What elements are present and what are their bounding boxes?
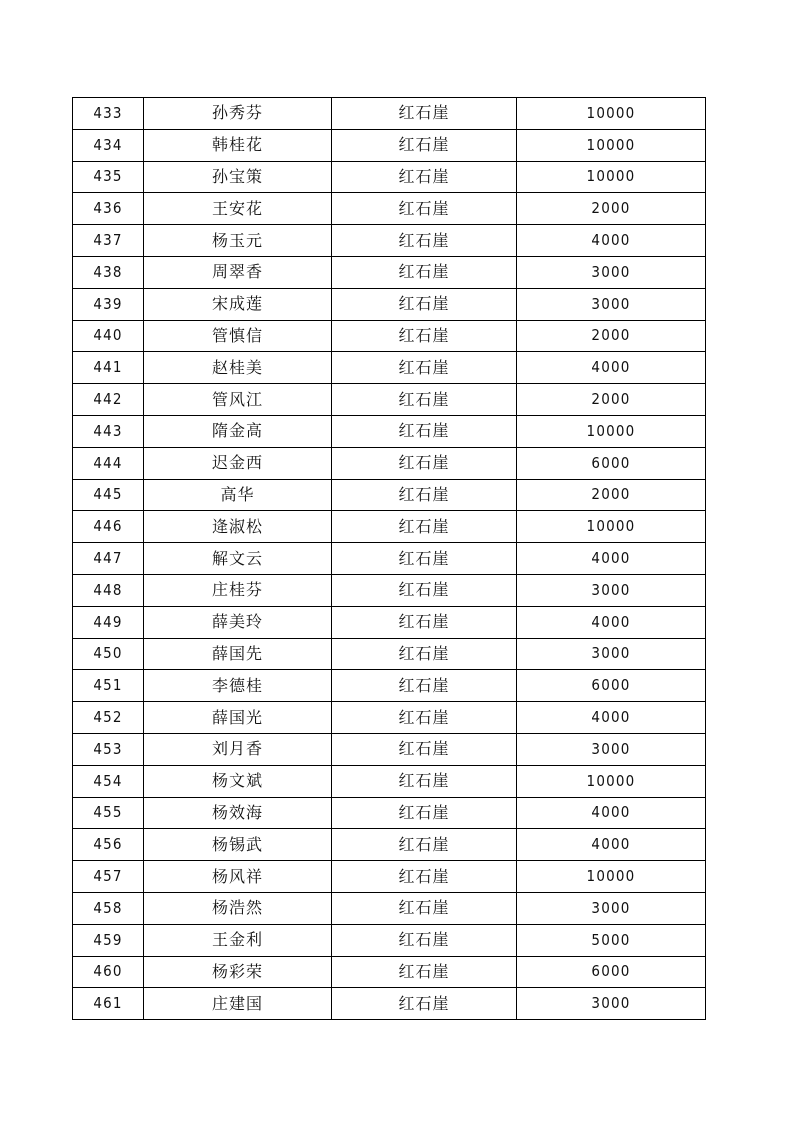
village-cell: 红石崖: [332, 384, 517, 416]
name-cell: 薛国先: [144, 638, 332, 670]
name-cell: 孙秀芬: [144, 98, 332, 130]
table-row: [73, 606, 706, 638]
amount-cell: 3000: [517, 733, 706, 765]
amount-cell: 2000: [517, 193, 706, 225]
table-row: [73, 193, 706, 225]
table-row: [73, 797, 706, 829]
amount-cell: 6000: [517, 956, 706, 988]
table-row: [73, 574, 706, 606]
row-number-cell: 455: [73, 797, 144, 829]
row-number-cell: 438: [73, 256, 144, 288]
amount-cell: 5000: [517, 924, 706, 956]
name-cell: 管慎信: [144, 320, 332, 352]
row-number-cell: 450: [73, 638, 144, 670]
table-row: [73, 988, 706, 1020]
village-cell: 红石崖: [332, 924, 517, 956]
row-number-cell: 437: [73, 225, 144, 257]
name-cell: 李德桂: [144, 670, 332, 702]
amount-cell: 3000: [517, 574, 706, 606]
village-cell: 红石崖: [332, 98, 517, 130]
village-cell: 红石崖: [332, 352, 517, 384]
amount-cell: 4000: [517, 606, 706, 638]
village-cell: 红石崖: [332, 733, 517, 765]
table-row: [73, 956, 706, 988]
name-cell: 隋金高: [144, 415, 332, 447]
row-number-cell: 452: [73, 702, 144, 734]
row-number-cell: 435: [73, 161, 144, 193]
row-number-cell: 444: [73, 447, 144, 479]
table-row: [73, 225, 706, 257]
table-row: [73, 415, 706, 447]
amount-cell: 4000: [517, 702, 706, 734]
table-row: [73, 256, 706, 288]
row-number-cell: 433: [73, 98, 144, 130]
village-cell: 红石崖: [332, 670, 517, 702]
amount-cell: 10000: [517, 129, 706, 161]
row-number-cell: 457: [73, 861, 144, 893]
name-cell: 刘月香: [144, 733, 332, 765]
amount-cell: 2000: [517, 384, 706, 416]
village-cell: 红石崖: [332, 256, 517, 288]
amount-cell: 3000: [517, 638, 706, 670]
table-row: [73, 765, 706, 797]
row-number-cell: 453: [73, 733, 144, 765]
village-cell: 红石崖: [332, 988, 517, 1020]
amount-cell: 4000: [517, 829, 706, 861]
village-cell: 红石崖: [332, 543, 517, 575]
village-cell: 红石崖: [332, 447, 517, 479]
name-cell: 管风江: [144, 384, 332, 416]
village-cell: 红石崖: [332, 861, 517, 893]
row-number-cell: 434: [73, 129, 144, 161]
name-cell: 庄建国: [144, 988, 332, 1020]
name-cell: 孙宝策: [144, 161, 332, 193]
village-cell: 红石崖: [332, 606, 517, 638]
village-cell: 红石崖: [332, 797, 517, 829]
village-cell: 红石崖: [332, 574, 517, 606]
name-cell: 王安花: [144, 193, 332, 225]
table-row: [73, 892, 706, 924]
name-cell: 杨玉元: [144, 225, 332, 257]
name-cell: 杨效海: [144, 797, 332, 829]
row-number-cell: 461: [73, 988, 144, 1020]
roster-table: [72, 97, 706, 1020]
amount-cell: 3000: [517, 988, 706, 1020]
name-cell: 王金利: [144, 924, 332, 956]
table-row: [73, 702, 706, 734]
name-cell: 杨锡武: [144, 829, 332, 861]
table-row: [73, 288, 706, 320]
village-cell: 红石崖: [332, 829, 517, 861]
village-cell: 红石崖: [332, 892, 517, 924]
row-number-cell: 449: [73, 606, 144, 638]
amount-cell: 10000: [517, 161, 706, 193]
row-number-cell: 451: [73, 670, 144, 702]
amount-cell: 3000: [517, 892, 706, 924]
name-cell: 杨风祥: [144, 861, 332, 893]
row-number-cell: 443: [73, 415, 144, 447]
amount-cell: 2000: [517, 479, 706, 511]
data-table-container: [72, 97, 706, 1020]
name-cell: 迟金西: [144, 447, 332, 479]
village-cell: 红石崖: [332, 288, 517, 320]
village-cell: 红石崖: [332, 765, 517, 797]
name-cell: 杨彩荣: [144, 956, 332, 988]
table-row: [73, 479, 706, 511]
table-row: [73, 352, 706, 384]
amount-cell: 10000: [517, 765, 706, 797]
table-row: [73, 924, 706, 956]
table-row: [73, 733, 706, 765]
name-cell: 解文云: [144, 543, 332, 575]
name-cell: 杨文斌: [144, 765, 332, 797]
amount-cell: 4000: [517, 225, 706, 257]
name-cell: 宋成莲: [144, 288, 332, 320]
row-number-cell: 446: [73, 511, 144, 543]
table-body: [73, 98, 706, 1020]
row-number-cell: 459: [73, 924, 144, 956]
amount-cell: 10000: [517, 511, 706, 543]
row-number-cell: 458: [73, 892, 144, 924]
table-row: [73, 861, 706, 893]
table-row: [73, 829, 706, 861]
row-number-cell: 441: [73, 352, 144, 384]
row-number-cell: 442: [73, 384, 144, 416]
table-row: [73, 670, 706, 702]
village-cell: 红石崖: [332, 193, 517, 225]
row-number-cell: 460: [73, 956, 144, 988]
row-number-cell: 436: [73, 193, 144, 225]
name-cell: 赵桂美: [144, 352, 332, 384]
village-cell: 红石崖: [332, 225, 517, 257]
row-number-cell: 454: [73, 765, 144, 797]
village-cell: 红石崖: [332, 956, 517, 988]
name-cell: 高华: [144, 479, 332, 511]
village-cell: 红石崖: [332, 702, 517, 734]
table-row: [73, 638, 706, 670]
village-cell: 红石崖: [332, 320, 517, 352]
amount-cell: 10000: [517, 98, 706, 130]
row-number-cell: 439: [73, 288, 144, 320]
name-cell: 周翠香: [144, 256, 332, 288]
table-row: [73, 161, 706, 193]
row-number-cell: 448: [73, 574, 144, 606]
name-cell: 薛国光: [144, 702, 332, 734]
table-row: [73, 447, 706, 479]
row-number-cell: 445: [73, 479, 144, 511]
amount-cell: 4000: [517, 543, 706, 575]
amount-cell: 6000: [517, 670, 706, 702]
amount-cell: 10000: [517, 861, 706, 893]
name-cell: 逄淑松: [144, 511, 332, 543]
amount-cell: 4000: [517, 797, 706, 829]
table-row: [73, 129, 706, 161]
village-cell: 红石崖: [332, 161, 517, 193]
village-cell: 红石崖: [332, 415, 517, 447]
name-cell: 韩桂花: [144, 129, 332, 161]
amount-cell: 10000: [517, 415, 706, 447]
name-cell: 庄桂芬: [144, 574, 332, 606]
village-cell: 红石崖: [332, 129, 517, 161]
village-cell: 红石崖: [332, 511, 517, 543]
name-cell: 薛美玲: [144, 606, 332, 638]
row-number-cell: 456: [73, 829, 144, 861]
amount-cell: 4000: [517, 352, 706, 384]
amount-cell: 3000: [517, 256, 706, 288]
village-cell: 红石崖: [332, 638, 517, 670]
row-number-cell: 447: [73, 543, 144, 575]
table-row: [73, 511, 706, 543]
table-row: [73, 543, 706, 575]
row-number-cell: 440: [73, 320, 144, 352]
amount-cell: 6000: [517, 447, 706, 479]
table-row: [73, 320, 706, 352]
table-row: [73, 384, 706, 416]
table-row: [73, 98, 706, 130]
village-cell: 红石崖: [332, 479, 517, 511]
amount-cell: 3000: [517, 288, 706, 320]
name-cell: 杨浩然: [144, 892, 332, 924]
amount-cell: 2000: [517, 320, 706, 352]
